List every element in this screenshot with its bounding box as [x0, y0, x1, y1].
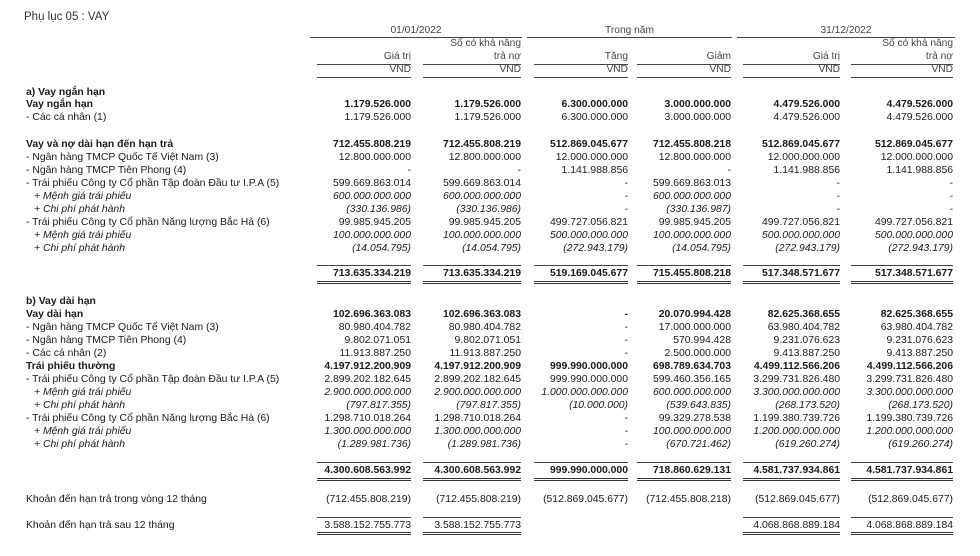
total-overline	[534, 265, 628, 266]
row-value: 1.179.526.000	[454, 99, 521, 110]
row-value: (330.136.986)	[456, 204, 521, 215]
row-value: -	[517, 165, 521, 176]
row-value: 1.141.988.856	[561, 165, 628, 176]
table-row	[0, 296, 980, 308]
row-value: 1.200.000.000.000	[753, 426, 840, 437]
row-value: -	[949, 204, 953, 215]
row-value: 12.800.000.000	[338, 152, 411, 163]
row-label: - Ngân hàng TMCP Tiên Phong (4)	[26, 335, 187, 346]
row-label: + Mệnh giá trái phiếu	[34, 387, 132, 398]
row-value: (1.289.981.736)	[337, 439, 411, 450]
row-value: 4.581.737.934.861	[753, 465, 840, 476]
row-value: 4.068.868.889.184	[866, 520, 953, 531]
row-label: Trái phiếu thường	[26, 361, 116, 372]
group-header-opening: 01/01/2022	[390, 25, 442, 36]
header-unit-underline	[534, 77, 628, 78]
row-value: 599.669.863.014	[442, 178, 521, 189]
row-value: 3.000.000.000	[664, 112, 731, 123]
column-header-unit: VND	[818, 64, 840, 75]
row-value: (797.817.355)	[456, 400, 521, 411]
column-header-unit: VND	[606, 64, 628, 75]
row-value: (712.455.808.218)	[646, 494, 731, 505]
header-unit-overline	[637, 64, 731, 65]
total-overline	[851, 462, 953, 463]
total-underline	[317, 532, 411, 535]
row-value: 1.199.380.739.726	[866, 413, 953, 424]
table-row	[0, 387, 980, 399]
row-value: 99.985.945.205	[448, 217, 521, 228]
row-value: (272.943.179)	[775, 243, 840, 254]
row-value: 102.696.363.083	[332, 309, 411, 320]
row-label: - Trái phiếu Công ty Cổ phần Tập đoàn Đầu tư I.P.A (5)	[26, 178, 280, 189]
row-value: 100.000.000.000	[652, 426, 731, 437]
row-value: -	[624, 191, 628, 202]
header-unit-underline	[851, 77, 953, 78]
table-row	[0, 139, 980, 151]
row-value: 6.300.000.000	[561, 112, 628, 123]
row-value: 100.000.000.000	[332, 230, 411, 241]
row-label: Vay dài hạn	[26, 309, 84, 320]
total-underline	[423, 532, 521, 535]
header-unit-overline	[423, 64, 521, 65]
row-value: 4.300.608.563.992	[324, 465, 411, 476]
table-row	[0, 322, 980, 334]
row-value: (712.455.808.219)	[326, 494, 411, 505]
row-value: 80.980.404.782	[338, 322, 411, 333]
total-overline	[317, 462, 411, 463]
total-overline	[423, 462, 521, 463]
row-value: 3.588.152.755.773	[324, 520, 411, 531]
row-label: - Trái phiếu Công ty Cổ phần Tập đoàn Đầu tư I.P.A (5)	[26, 374, 280, 385]
table-row	[0, 520, 980, 532]
row-value: 4.499.112.566.206	[753, 361, 840, 372]
row-value: 3.300.000.000.000	[866, 387, 953, 398]
row-value: -	[949, 178, 953, 189]
row-value: 499.727.056.821	[874, 217, 953, 228]
table-row	[0, 374, 980, 386]
row-value: 3.000.000.000	[664, 99, 731, 110]
row-value: 2.899.202.182.645	[434, 374, 521, 385]
row-label: - Trái phiếu Công ty Cổ phần Năng lượng Bắc Hà (6)	[26, 413, 270, 424]
row-value: 4.499.112.566.206	[866, 361, 953, 372]
row-value: (330.136.986)	[346, 204, 411, 215]
row-label: - Các cá nhân (2)	[26, 348, 107, 359]
row-value: 512.869.045.677	[549, 139, 628, 150]
row-value: 1.179.526.000	[344, 112, 411, 123]
table-row	[0, 426, 980, 438]
row-value: 4.300.608.563.992	[434, 465, 521, 476]
total-overline	[423, 517, 521, 518]
row-value: 600.000.000.000	[652, 191, 731, 202]
row-value: 3.588.152.755.773	[434, 520, 521, 531]
row-value: (330.136.987)	[666, 204, 731, 215]
row-value: 82.625.368.655	[880, 309, 953, 320]
row-label: + Chi phí phát hành	[34, 204, 125, 215]
table-row	[0, 361, 980, 373]
row-value: 9.231.076.623	[773, 335, 840, 346]
column-header-unit: VND	[709, 64, 731, 75]
table-row	[0, 243, 980, 255]
total-underline	[851, 281, 953, 284]
row-value: 3.299.731.826.480	[753, 374, 840, 385]
row-value: -	[836, 204, 840, 215]
table-row	[0, 99, 980, 111]
row-value: 4.479.526.000	[886, 112, 953, 123]
row-value: 99.985.945.205	[338, 217, 411, 228]
header-unit-overline	[317, 64, 411, 65]
row-value: 698.789.634.703	[652, 361, 731, 372]
total-overline	[743, 517, 840, 518]
row-value: (14.054.795)	[462, 243, 521, 254]
total-underline	[851, 478, 953, 481]
row-value: 517.348.571.677	[761, 268, 840, 279]
column-header-line2: Giảm	[706, 51, 731, 62]
row-value: 63.980.404.782	[767, 322, 840, 333]
column-header-line1: Số có khả năng	[882, 38, 953, 49]
table-row	[0, 309, 980, 321]
row-value: 80.980.404.782	[448, 322, 521, 333]
row-value: 12.000.000.000	[767, 152, 840, 163]
row-value: 4.197.912.200.909	[324, 361, 411, 372]
row-value: 999.990.000.000	[549, 465, 628, 476]
row-value: 6.300.000.000	[561, 99, 628, 110]
header-unit-underline	[423, 77, 521, 78]
row-value: (268.173.520)	[888, 400, 953, 411]
row-value: (712.455.808.219)	[436, 494, 521, 505]
table-row	[0, 439, 980, 451]
row-value: 1.141.988.856	[886, 165, 953, 176]
row-value: 570.994.428	[673, 335, 731, 346]
column-header-unit: VND	[499, 64, 521, 75]
row-value: 1.300.000.000.000	[434, 426, 521, 437]
row-value: -	[624, 335, 628, 346]
header-unit-overline	[851, 64, 953, 65]
row-value: -	[624, 348, 628, 359]
table-row	[0, 165, 980, 177]
row-value: 3.299.731.826.480	[866, 374, 953, 385]
table-row	[0, 178, 980, 190]
row-value: (272.943.179)	[888, 243, 953, 254]
row-value: 499.727.056.821	[549, 217, 628, 228]
table-row	[0, 217, 980, 229]
row-value: 99.329.278.538	[658, 413, 731, 424]
row-value: 599.669.863.013	[652, 178, 731, 189]
row-value: 1.199.380.739.726	[753, 413, 840, 424]
total-overline	[317, 517, 411, 518]
total-overline	[851, 517, 953, 518]
row-label: + Chi phí phát hành	[34, 243, 125, 254]
row-value: (539.643.835)	[666, 400, 731, 411]
row-value: 100.000.000.000	[442, 230, 521, 241]
row-value: 999.990.000.000	[549, 361, 628, 372]
row-value: 512.869.045.677	[874, 139, 953, 150]
header-unit-underline	[317, 77, 411, 78]
row-value: -	[949, 191, 953, 202]
page-title: Phụ lục 05 : VAY	[24, 11, 110, 23]
column-header-line2: Giá trị	[812, 51, 840, 62]
row-label: - Ngân hàng TMCP Tiên Phong (4)	[26, 165, 187, 176]
row-value: (1.289.981.736)	[447, 439, 521, 450]
row-value: 1.000.000.000.000	[541, 387, 628, 398]
row-value: 11.913.887.250	[449, 348, 521, 359]
table-row	[0, 87, 980, 99]
total-underline	[637, 478, 731, 481]
row-label: + Mệnh giá trái phiếu	[34, 191, 132, 202]
total-underline	[743, 281, 840, 284]
table-row	[0, 335, 980, 347]
row-label: - Trái phiếu Công ty Cổ phần Năng lượng Bắc Hà (6)	[26, 217, 270, 228]
table-row	[0, 191, 980, 203]
row-value: 1.179.526.000	[344, 99, 411, 110]
table-row	[0, 400, 980, 412]
row-value: 599.460.356.165	[652, 374, 731, 385]
row-value: (619.260.274)	[775, 439, 840, 450]
row-value: 1.200.000.000.000	[866, 426, 953, 437]
row-value: -	[624, 309, 628, 320]
table-row	[0, 112, 980, 124]
row-value: (797.817.355)	[346, 400, 411, 411]
total-overline	[743, 462, 840, 463]
row-value: -	[727, 165, 731, 176]
row-value: 9.802.071.051	[454, 335, 521, 346]
column-header-line2: trả nợ	[493, 51, 521, 62]
row-value: 63.980.404.782	[880, 322, 953, 333]
table-row	[0, 465, 980, 477]
table-row	[0, 152, 980, 164]
row-value: 4.197.912.200.909	[434, 361, 521, 372]
row-value: 82.625.368.655	[767, 309, 840, 320]
row-value: 3.300.000.000.000	[753, 387, 840, 398]
row-value: 712.455.808.218	[652, 139, 731, 150]
row-label: + Chi phí phát hành	[34, 439, 125, 450]
row-value: 1.298.710.018.264	[324, 413, 411, 424]
row-value: 600.000.000.000	[442, 191, 521, 202]
row-value: 99.985.945.205	[658, 217, 731, 228]
row-label: Khoản đến hạn trả sau 12 tháng	[26, 520, 175, 531]
header-unit-underline	[743, 77, 840, 78]
row-value: -	[836, 178, 840, 189]
row-value: 713.635.334.219	[332, 268, 411, 279]
row-value: 600.000.000.000	[332, 191, 411, 202]
row-value: 12.000.000.000	[555, 152, 628, 163]
row-value: 1.141.988.856	[773, 165, 840, 176]
row-value: 599.669.863.014	[332, 178, 411, 189]
table-row	[0, 348, 980, 360]
row-label: a) Vay ngắn hạn	[26, 87, 106, 98]
row-value: 512.869.045.677	[761, 139, 840, 150]
row-value: 17.000.000.000	[658, 322, 731, 333]
column-header-line2: trả nợ	[925, 51, 953, 62]
total-underline	[423, 281, 521, 284]
row-value: 1.298.710.018.264	[434, 413, 521, 424]
row-value: 2.500.000.000	[664, 348, 731, 359]
total-overline	[851, 265, 953, 266]
total-overline	[637, 265, 731, 266]
row-value: (268.173.520)	[775, 400, 840, 411]
row-value: 999.990.000.000	[549, 374, 628, 385]
row-value: 712.455.808.219	[332, 139, 411, 150]
row-value: 4.479.526.000	[773, 99, 840, 110]
row-value: 718.860.629.131	[652, 465, 731, 476]
header-unit-underline	[637, 77, 731, 78]
row-value: -	[624, 426, 628, 437]
row-value: (14.054.795)	[352, 243, 411, 254]
row-value: (619.260.274)	[888, 439, 953, 450]
row-value: 713.635.334.219	[442, 268, 521, 279]
total-underline	[317, 281, 411, 284]
total-overline	[534, 462, 628, 463]
row-value: 712.455.808.219	[442, 139, 521, 150]
row-value: 2.900.000.000.000	[434, 387, 521, 398]
row-value: 4.581.737.934.861	[866, 465, 953, 476]
row-value: (512.869.045.677)	[868, 494, 953, 505]
row-value: -	[624, 204, 628, 215]
row-value: -	[407, 165, 411, 176]
column-header-line2: Giá trị	[383, 51, 411, 62]
row-value: 9.802.071.051	[344, 335, 411, 346]
row-value: 12.800.000.000	[658, 152, 731, 163]
total-overline	[743, 265, 840, 266]
row-value: -	[624, 413, 628, 424]
row-value: (14.054.795)	[672, 243, 731, 254]
column-header-line2: Tăng	[604, 51, 628, 62]
row-value: (272.943.179)	[563, 243, 628, 254]
row-value: 4.479.526.000	[886, 99, 953, 110]
table-row	[0, 204, 980, 216]
row-value: 715.455.808.218	[652, 268, 731, 279]
row-label: - Ngân hàng TMCP Quốc Tế Việt Nam (3)	[26, 322, 219, 333]
table-row	[0, 268, 980, 280]
row-value: 12.000.000.000	[880, 152, 953, 163]
row-value: -	[624, 178, 628, 189]
row-value: 500.000.000.000	[549, 230, 628, 241]
row-value: 600.000.000.000	[652, 387, 731, 398]
total-underline	[317, 478, 411, 481]
row-value: 499.727.056.821	[761, 217, 840, 228]
total-overline	[317, 265, 411, 266]
row-value: -	[836, 191, 840, 202]
total-underline	[743, 478, 840, 481]
row-value: 12.800.000.000	[448, 152, 521, 163]
row-label: + Mệnh giá trái phiếu	[34, 230, 132, 241]
row-value: 500.000.000.000	[761, 230, 840, 241]
row-value: 9.413.887.250	[773, 348, 840, 359]
total-overline	[637, 462, 731, 463]
row-value: 9.231.076.623	[886, 335, 953, 346]
column-header-unit: VND	[931, 64, 953, 75]
row-label: b) Vay dài hạn	[26, 296, 96, 307]
row-value: (670.721.462)	[666, 439, 731, 450]
table-row	[0, 413, 980, 425]
row-label: - Các cá nhân (1)	[26, 112, 107, 123]
row-value: 519.169.045.677	[549, 268, 628, 279]
row-value: (512.869.045.677)	[543, 494, 628, 505]
header-unit-overline	[534, 64, 628, 65]
total-underline	[637, 281, 731, 284]
row-label: Khoản đến hạn trả trong vòng 12 tháng	[26, 494, 207, 505]
row-value: 11.913.887.250	[339, 348, 411, 359]
row-label: - Ngân hàng TMCP Quốc Tế Việt Nam (3)	[26, 152, 219, 163]
row-value: 9.413.887.250	[886, 348, 953, 359]
column-header-line1: Số có khả năng	[450, 38, 521, 49]
row-value: 517.348.571.677	[874, 268, 953, 279]
row-label: + Mệnh giá trái phiếu	[34, 426, 132, 437]
row-value: 1.179.526.000	[454, 112, 521, 123]
row-value: 2.900.000.000.000	[324, 387, 411, 398]
row-value: 1.300.000.000.000	[324, 426, 411, 437]
group-header-year: Trong năm	[605, 25, 654, 36]
row-value: 102.696.363.083	[442, 309, 521, 320]
row-value: (512.869.045.677)	[755, 494, 840, 505]
column-header-unit: VND	[389, 64, 411, 75]
row-value: 4.068.868.889.184	[753, 520, 840, 531]
row-value: (10.000.000)	[569, 400, 628, 411]
row-value: 4.479.526.000	[773, 112, 840, 123]
group-header-closing: 31/12/2022	[820, 25, 872, 36]
total-underline	[423, 478, 521, 481]
total-overline	[423, 265, 521, 266]
row-label: + Chi phí phát hành	[34, 400, 125, 411]
row-value: -	[624, 439, 628, 450]
total-underline	[534, 281, 628, 284]
row-label: Vay ngắn hạn	[26, 99, 93, 110]
table-row	[0, 230, 980, 242]
row-value: 500.000.000.000	[874, 230, 953, 241]
row-value: 20.070.994.428	[658, 309, 731, 320]
row-label: Vay và nợ dài hạn đến hạn trả	[26, 139, 174, 150]
header-unit-overline	[743, 64, 840, 65]
row-value: -	[624, 322, 628, 333]
table-row	[0, 494, 980, 506]
row-value: 100.000.000.000	[652, 230, 731, 241]
total-underline	[534, 478, 628, 481]
group-underline-year	[527, 37, 732, 38]
total-underline	[743, 532, 840, 535]
total-underline	[851, 532, 953, 535]
row-value: 2.899.202.182.645	[324, 374, 411, 385]
